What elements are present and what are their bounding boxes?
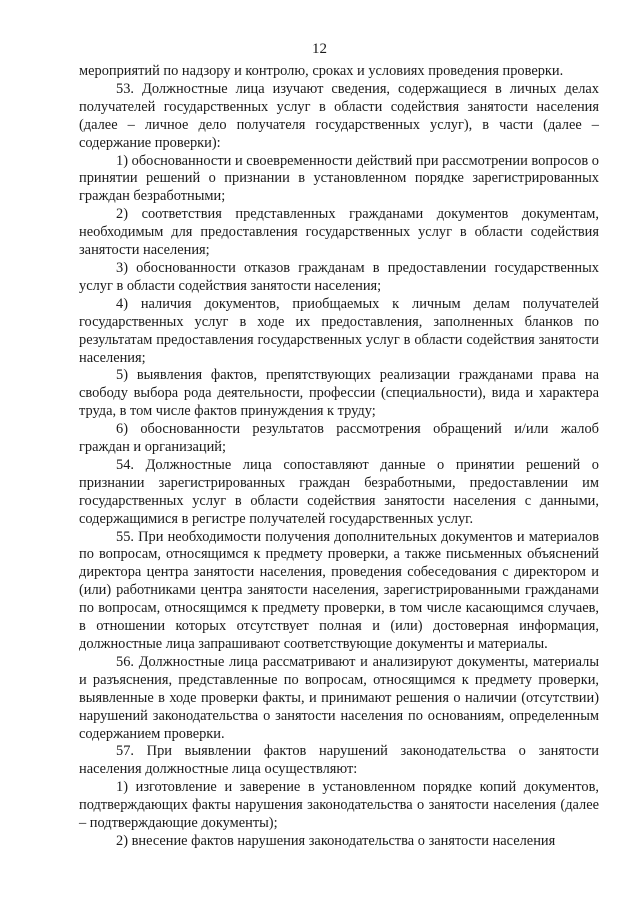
paragraph-54: 54. Должностные лица сопоставляют данные о принятии решений о признании зарегистрированных граждан безработными, предоставлении им государственных услуг в области содействия занятости населения с данными, содержащимися в регистре получателей государственных услуг. [79,456,599,527]
paragraph-57: 57. При выявлении фактов нарушений законодательства о занятости населения должностные лица осуществляют: [79,743,599,778]
paragraph-56: 56. Должностные лица рассматривают и анализируют документы, материалы и разъяснения, представленные по вопросам, относящимся к предмету проверки, выявленные в ходе проверки факты, и принимают решения о наличии (отсутствии) нарушений законодательства о занятости населения по основаниям, определенным содержанием проверки. [79,653,599,742]
page-number: 12 [312,41,327,57]
paragraph-53: 53. Должностные лица изучают сведения, содержащиеся в личных делах получателей государственных услуг в области содействия занятости населения (далее – личное дело получателя государственных услуг), в части (далее – содержание проверки): [79,80,599,151]
paragraph-53-item-3: 3) обоснованности отказов гражданам в предоставлении государственных услуг в области содействия занятости населения; [79,259,599,294]
paragraph-55: 55. При необходимости получения дополнительных документов и материалов по вопросам, относящимся к предмету проверки, а также письменных объяснений директора центра занятости населения, проведения собеседования с директором и (или) работниками центра занятости населения, зарегистрированными гражданами по вопросам, относящимся к предмету проверки, в том числе касающимся случаев, в отношении которых отсутствует полная и (или) достоверная информация, должностные лица запрашивают соответствующие документы и материалы. [79,528,599,652]
paragraph-53-item-4: 4) наличия документов, приобщаемых к личным делам получателей государственных услуг в ходе их предоставления, заполненных бланков по результатам предоставления государственных услуг в области содействия занятости населения; [79,295,599,366]
paragraph-53-item-1: 1) обоснованности и своевременности действий при рассмотрении вопросов о принятии решений о признании в установленном порядке зарегистрированных граждан безработными; [79,152,599,205]
paragraph-53-item-2: 2) соответствия представленных гражданами документов документам, необходимым для предоставления государственных услуг в области содействия занятости населения; [79,206,599,259]
paragraph-57-item-1: 1) изготовление и заверение в установленном порядке копий документов, подтверждающих факты нарушения законодательства о занятости населения (далее – подтверждающие документы); [79,779,599,832]
document-body [79,63,599,851]
paragraph-53-item-5: 5) выявления фактов, препятствующих реализации гражданами права на свободу выбора рода деятельности, профессии (специальности), вида и характера труда, в том числе фактов принуждения к труду; [79,367,599,420]
paragraph-53-item-6: 6) обоснованности результатов рассмотрения обращений и/или жалоб граждан и организаций; [79,421,599,456]
paragraph-continuation: мероприятий по надзору и контролю, сроках и условиях проведения проверки. [79,63,564,79]
paragraph-57-item-2: 2) внесение фактов нарушения законодательства о занятости населения [116,832,556,849]
